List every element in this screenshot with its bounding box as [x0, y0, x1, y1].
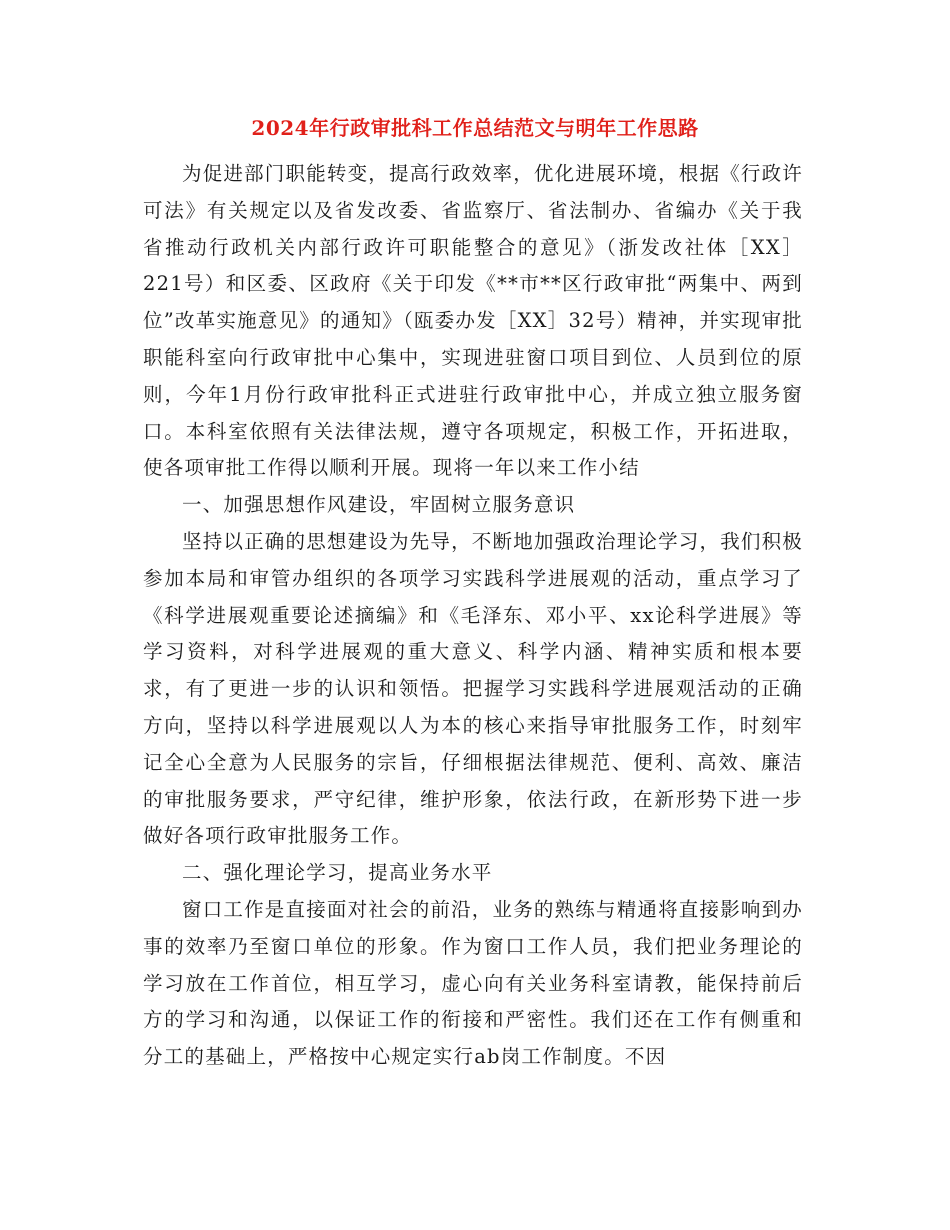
- section-heading-2: 二、强化理论学习，提高业务水平: [182, 861, 493, 885]
- paragraph-intro: 为促进部门职能转变，提高行政效率，优化进展环境，根据《行政许可法》有关规定以及省发改委、省监察厅、省法制办、省编办《关于我省推动行政机关内部行政许可职能整合的意见》（浙发改社体［XX］221号）和区委、区政府《关于印发《**市**区行政审批“两集中、两到位”改革实施意见》的通知》（瓯委办发［XX］32号）精神，并实现审批职能科室向行政审批中心集中，实现进驻窗口项目到位、人员到位的原则，今年1月份行政审批科正式进驻行政审批中心，并成立独立服务窗口。本科室依照有关法律法规，遵守各项规定，积极工作，开拓进取，使各项审批工作得以顺利开展。现将一年以来工作小结: [143, 162, 804, 480]
- paragraph-section-1: 坚持以正确的思想建设为先导，不断地加强政治理论学习，我们积极参加本局和审管办组织的各项学习实践科学进展观的活动，重点学习了《科学进展观重要论述摘编》和《毛泽东、邓小平、xx论科学进展》等学习资料，对科学进展观的重大意义、科学内涵、精神实质和根本要求，有了更进一步的认识和领悟。把握学习实践科学进展观活动的正确方向，坚持以科学进展观以人为本的核心来指导审批服务工作，时刻牢记全心全意为人民服务的宗旨，仔细根据法律规范、便利、高效、廉洁的审批服务要求，严守纪律，维护形象，依法行政，在新形势下进一步做好各项行政审批服务工作。: [143, 529, 804, 848]
- section-heading-1: 一、加强思想作风建设，牢固树立服务意识: [182, 493, 576, 517]
- paragraph-section-2: 窗口工作是直接面对社会的前沿，业务的熟练与精通将直接影响到办事的效率乃至窗口单位的形象。作为窗口工作人员，我们把业务理论的学习放在工作首位，相互学习，虚心向有关业务科室请教，能保持前后方的学习和沟通，以保证工作的衔接和严密性。我们还在工作有侧重和分工的基础上，严格按中心规定实行ab岗工作制度。不因: [143, 897, 804, 1069]
- document-title: 2024年行政审批科工作总结范文与明年工作思路: [251, 116, 699, 140]
- document-body: [143, 156, 803, 1076]
